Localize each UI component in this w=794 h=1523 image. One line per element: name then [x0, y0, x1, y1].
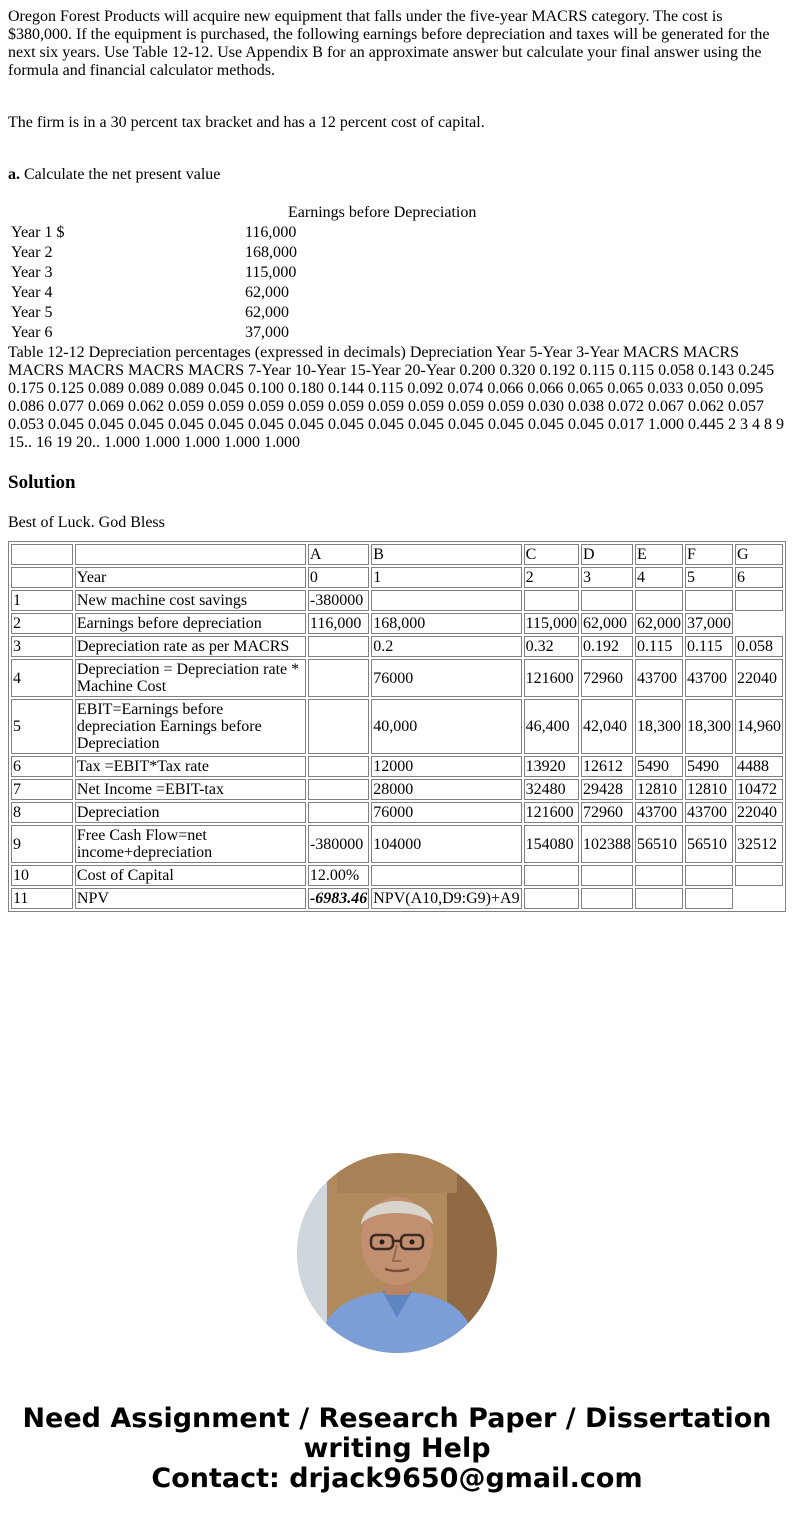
sheet-cell: Earnings before depreciation	[75, 613, 306, 634]
footer-contact: Contact: drjack9650@gmail.com	[151, 1463, 643, 1494]
sheet-cell: 12000	[371, 756, 521, 777]
table-row	[11, 825, 783, 863]
npv-formula-cell: NPV(A10,D9:G9)+A9	[373, 890, 520, 907]
sheet-cell: -380000	[308, 590, 369, 611]
table-row	[11, 779, 783, 800]
sheet-cell: Free Cash Flow=net income+depreciation	[75, 825, 306, 863]
sheet-cell: 5490	[685, 756, 733, 777]
npv-result-cell: -6983.46	[309, 890, 368, 907]
sheet-cell	[308, 659, 369, 697]
sheet-cell: Year	[75, 567, 306, 588]
earnings-value: 116,000	[245, 224, 297, 241]
sheet-cell	[75, 544, 306, 565]
sheet-cell	[308, 636, 369, 657]
sheet-cell: 42,040	[581, 699, 633, 754]
sheet-cell: 22040	[735, 802, 783, 823]
sheet-cell: 62,000	[581, 613, 633, 634]
table-row	[11, 756, 783, 777]
sheet-cell: 10	[11, 865, 73, 886]
sheet-cell: 102388	[581, 825, 633, 863]
sheet-cell: 43700	[635, 802, 683, 823]
earnings-row	[10, 224, 477, 242]
problem-intro: Oregon Forest Products will acquire new equipment that falls under the five-year MACRS category. The cost is $380,000. If the equipment is purchased, the following earnings before depreciation and taxes will be generated for the next six years. Use Table 12-12. Use Appendix B for an approximate answer but calculate your final answer using the formula and financial calculator methods.	[8, 8, 770, 79]
column-header-c: C	[524, 544, 579, 565]
earnings-row	[10, 264, 477, 282]
sheet-cell	[371, 590, 521, 611]
tutor-portrait-image	[297, 1153, 497, 1353]
sheet-cell: Tax =EBIT*Tax rate	[75, 756, 306, 777]
table-row	[11, 613, 783, 634]
sheet-cell: 12612	[581, 756, 633, 777]
sheet-cell: 5490	[635, 756, 683, 777]
sheet-cell: 0.115	[635, 636, 683, 657]
sheet-cell: 72960	[581, 802, 633, 823]
sheet-cell	[735, 590, 783, 611]
sheet-cell: 5	[11, 699, 73, 754]
earnings-row	[10, 284, 477, 302]
sheet-cell	[524, 888, 579, 909]
sheet-cell: 6	[11, 756, 73, 777]
sheet-cell: EBIT=Earnings before depreciation Earnings before Depreciation	[75, 699, 306, 754]
sheet-cell	[308, 802, 369, 823]
sheet-cell: 4488	[735, 756, 783, 777]
part-a-label: a.	[8, 166, 20, 183]
sheet-cell: 0.32	[524, 636, 579, 657]
sheet-cell: 115,000	[525, 615, 577, 632]
earnings-year: Year 2	[11, 244, 53, 261]
earnings-value: 168,000	[245, 244, 297, 261]
earnings-value: 115,000	[245, 264, 297, 281]
sheet-cell: Depreciation = Depreciation rate * Machine Cost	[75, 659, 306, 697]
sheet-cell	[685, 888, 733, 909]
sheet-cell: 1	[371, 567, 521, 588]
sheet-cell: Cost of Capital	[75, 865, 306, 886]
sheet-cell	[524, 865, 579, 886]
sheet-cell	[308, 779, 369, 800]
sheet-cell: 6	[735, 567, 783, 588]
earnings-row	[10, 324, 477, 342]
sheet-cell: 2	[11, 613, 73, 634]
sheet-cell: 12.00%	[308, 865, 369, 886]
footer-promo	[0, 1404, 794, 1494]
earnings-year: Year 5	[11, 304, 53, 321]
sheet-cell	[308, 756, 369, 777]
sheet-cell: 56510	[685, 825, 733, 863]
sheet-cell: 154080	[524, 825, 579, 863]
table-row	[11, 567, 783, 588]
table-row	[11, 802, 783, 823]
sheet-cell	[635, 590, 683, 611]
sheet-cell: NPV	[75, 888, 306, 909]
sheet-cell: 32512	[735, 825, 783, 863]
table-row	[11, 888, 783, 909]
sheet-cell: Depreciation rate as per MACRS	[75, 636, 306, 657]
sheet-cell: 37,000	[687, 615, 731, 632]
sheet-cell	[685, 590, 733, 611]
sheet-cell: 1	[11, 590, 73, 611]
earnings-year: Year 1 $	[11, 224, 65, 241]
sheet-cell	[581, 865, 633, 886]
sheet-cell	[635, 888, 683, 909]
sheet-cell: 2	[524, 567, 579, 588]
table-row	[11, 659, 783, 697]
sheet-cell: 12810	[685, 779, 733, 800]
solution-spreadsheet	[8, 541, 786, 912]
earnings-year: Year 6	[11, 324, 53, 341]
sheet-cell: 5	[685, 567, 733, 588]
sheet-cell: 0	[308, 567, 369, 588]
sheet-cell	[371, 865, 521, 886]
sheet-cell: 72960	[581, 659, 633, 697]
sheet-cell: 62,000	[637, 615, 681, 632]
sheet-cell: 18,300	[685, 699, 733, 754]
table-row	[11, 865, 783, 886]
sheet-cell: Net Income =EBIT-tax	[75, 779, 306, 800]
sheet-cell: 46,400	[524, 699, 579, 754]
sheet-cell: 40,000	[371, 699, 521, 754]
part-a-text: Calculate the net present value	[20, 166, 221, 183]
earnings-value: 62,000	[245, 304, 289, 321]
column-header-g: G	[735, 544, 783, 565]
sheet-cell: Depreciation	[75, 802, 306, 823]
luck-line: Best of Luck. God Bless	[8, 514, 165, 531]
sheet-header-row	[11, 544, 783, 565]
sheet-cell	[581, 888, 633, 909]
column-header-d: D	[581, 544, 633, 565]
sheet-cell: 43700	[685, 802, 733, 823]
avatar	[297, 1153, 497, 1353]
sheet-cell: 56510	[635, 825, 683, 863]
sheet-cell	[735, 865, 783, 886]
column-header-f: F	[685, 544, 733, 565]
table-row	[11, 590, 783, 611]
table-row	[11, 636, 783, 657]
sheet-cell	[524, 590, 579, 611]
sheet-cell: 11	[11, 888, 73, 909]
earnings-table	[8, 202, 479, 344]
column-header-a: A	[308, 544, 369, 565]
sheet-cell: 0.192	[581, 636, 633, 657]
part-a	[8, 166, 786, 184]
sheet-cell: New machine cost savings	[75, 590, 306, 611]
sheet-cell: 28000	[371, 779, 521, 800]
sheet-cell: 0.115	[685, 636, 733, 657]
earnings-row	[10, 304, 477, 322]
sheet-cell: 12810	[635, 779, 683, 800]
sheet-cell: 29428	[581, 779, 633, 800]
sheet-cell: 168,000	[371, 613, 521, 634]
footer-line-2: writing Help	[303, 1433, 491, 1464]
sheet-cell	[11, 567, 73, 588]
earnings-year: Year 3	[11, 264, 53, 281]
earnings-value: 62,000	[245, 284, 289, 301]
sheet-cell: 43700	[635, 659, 683, 697]
sheet-cell: 121600	[524, 659, 579, 697]
earnings-header: Earnings before Depreciation	[288, 204, 477, 221]
sheet-cell	[581, 590, 633, 611]
sheet-cell: 43700	[685, 659, 733, 697]
sheet-cell: 4	[635, 567, 683, 588]
footer-line-1: Need Assignment / Research Paper / Dissertation	[22, 1403, 772, 1434]
sheet-cell: 76000	[371, 802, 521, 823]
sheet-cell	[308, 699, 369, 754]
sheet-cell	[11, 544, 73, 565]
earnings-year: Year 4	[11, 284, 53, 301]
sheet-cell	[635, 865, 683, 886]
sheet-cell: 18,300	[635, 699, 683, 754]
earnings-value: 37,000	[245, 324, 289, 341]
sheet-cell: 10472	[735, 779, 783, 800]
macrs-table-description: Table 12-12 Depreciation percentages (expressed in decimals) Depreciation Year 5-Year 3-Year MACRS MACRS MACRS MACRS MACRS MACRS 7-Year 10-Year 15-Year 20-Year 0.200 0.320 0.192 0.115 0.115 0.058 0.143 0.245 0.175 0.125 0.089 0.089 0.089 0.045 0.100 0.180 0.144 0.115 0.092 0.074 0.066 0.066 0.065 0.065 0.033 0.050 0.095 0.086 0.077 0.069 0.062 0.059 0.059 0.059 0.059 0.059 0.059 0.059 0.059 0.059 0.030 0.038 0.072 0.067 0.062 0.057 0.053 0.045 0.045 0.045 0.045 0.045 0.045 0.045 0.045 0.045 0.045 0.045 0.045 0.045 0.045 0.017 1.000 0.445 2 3 4 8 9 15.. 16 19 20.. 1.000 1.000 1.000 1.000 1.000	[8, 344, 784, 451]
sheet-cell: 3	[11, 636, 73, 657]
sheet-cell	[685, 865, 733, 886]
sheet-cell: 116,000	[308, 613, 369, 634]
table-row	[11, 699, 783, 754]
solution-heading: Solution	[8, 472, 76, 493]
sheet-cell: 32480	[524, 779, 579, 800]
sheet-cell: 0.058	[735, 636, 783, 657]
sheet-cell: 76000	[371, 659, 521, 697]
sheet-cell: 8	[11, 802, 73, 823]
sheet-cell: 121600	[524, 802, 579, 823]
sheet-cell: 22040	[735, 659, 783, 697]
column-header-b: B	[371, 544, 521, 565]
sheet-cell: 7	[11, 779, 73, 800]
tax-sentence: The firm is in a 30 percent tax bracket and has a 12 percent cost of capital.	[8, 114, 485, 131]
sheet-cell: 3	[581, 567, 633, 588]
sheet-cell: 13920	[524, 756, 579, 777]
sheet-cell: -380000	[308, 825, 369, 863]
sheet-cell: 14,960	[735, 699, 783, 754]
sheet-cell: 9	[11, 825, 73, 863]
earnings-row	[10, 244, 477, 262]
column-header-e: E	[635, 544, 683, 565]
sheet-cell: 104000	[371, 825, 521, 863]
sheet-cell: 4	[11, 659, 73, 697]
sheet-cell: 0.2	[371, 636, 521, 657]
